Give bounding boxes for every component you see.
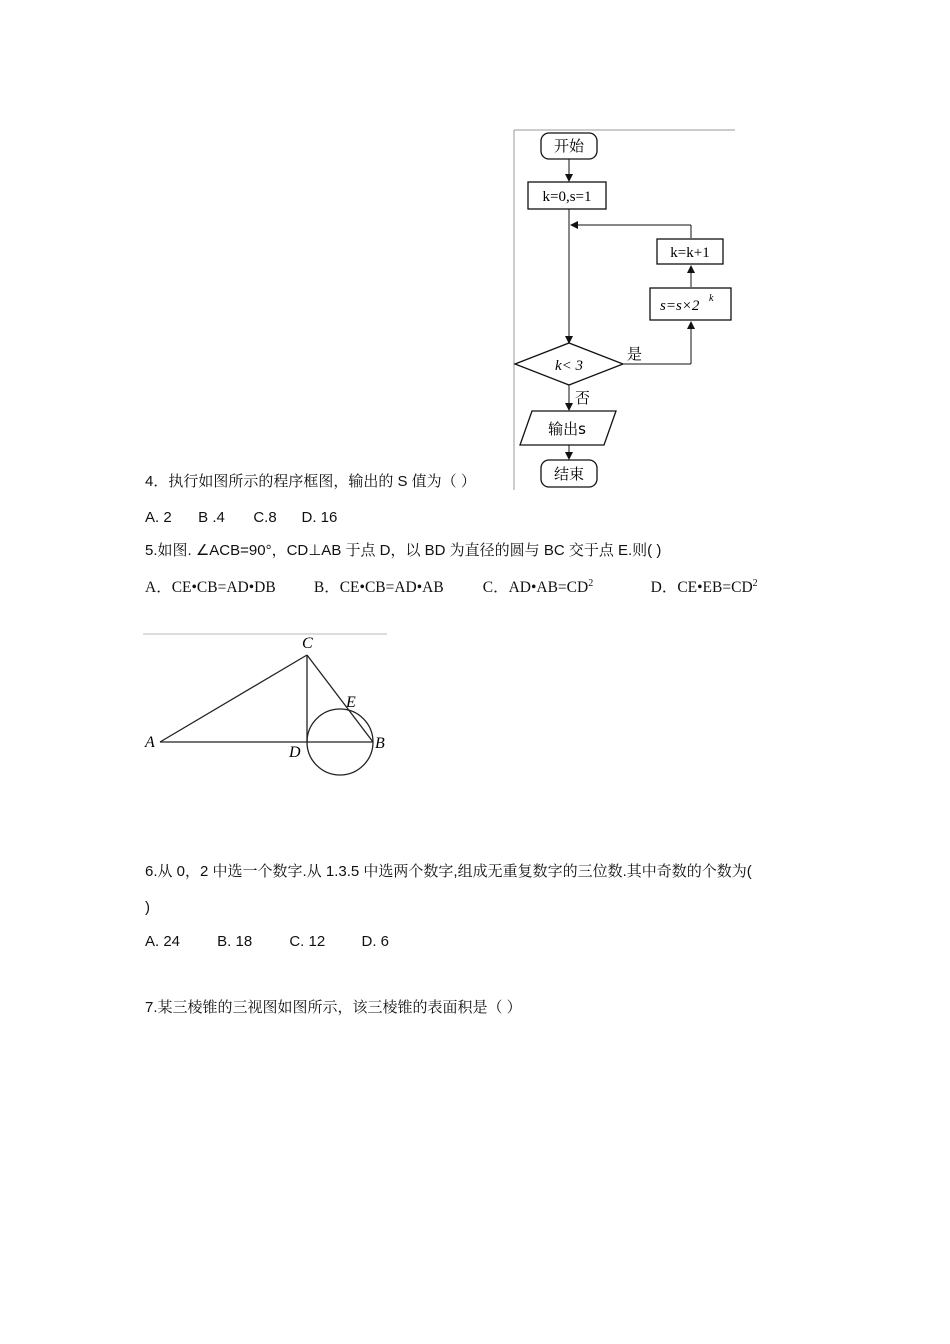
option-b: B. 18: [217, 933, 253, 950]
option-a: A．CE•CB=AD•DB: [145, 579, 276, 596]
end-label: 结束: [553, 465, 585, 483]
geometry-figure: [140, 630, 390, 780]
update-exponent: k: [709, 293, 714, 304]
question-6-options: [145, 932, 389, 952]
option-d: D. 16: [301, 509, 338, 526]
increment-label: k=k+1: [670, 245, 710, 261]
flowchart-figure: [505, 125, 740, 495]
question-6-text: 6.从 0，2 中选一个数字.从 1.3.5 中选两个数字,组成无重复数字的三位数.其中奇数的个数为(: [145, 863, 752, 880]
point-b-label: B: [375, 735, 385, 752]
segment-cb: [307, 655, 373, 742]
option-b: B．CE•CB=AD•AB: [313, 579, 444, 596]
question-5-options: [145, 578, 758, 598]
point-c-label: C: [302, 635, 313, 652]
update-label: s=s×2: [660, 298, 700, 314]
question-6-text-cont: ): [145, 899, 150, 916]
option-a: A. 2: [145, 509, 172, 526]
option-c: C. 12: [289, 933, 326, 950]
point-d-label: D: [289, 744, 301, 761]
point-e-label: E: [346, 694, 356, 711]
start-label: 开始: [553, 137, 585, 155]
segment-ac: [160, 655, 307, 742]
question-7-text: 7.某三棱锥的三视图如图所示，该三棱锥的表面积是（ ）: [145, 999, 522, 1016]
option-b: B .4: [198, 509, 225, 526]
option-c: C.8: [253, 509, 277, 526]
no-label: 否: [575, 389, 591, 407]
yes-label: 是: [627, 345, 643, 363]
question-4-options: [145, 508, 337, 528]
output-label: 输出s: [548, 420, 586, 438]
question-5-text: 5.如图. ∠ACB=90°，CD⊥AB 于点 D，以 BD 为直径的圆与 BC 交于点 E.则( ): [145, 542, 662, 559]
point-a-label: A: [145, 734, 155, 751]
question-4-text: 4．执行如图所示的程序框图，输出的 S 值为（ ）: [145, 473, 476, 490]
option-d: D. 6: [361, 933, 390, 950]
init-label: k=0,s=1: [542, 189, 592, 205]
option-d: D．$CE•EB=CD^2$: [650, 578, 758, 596]
option-a: A. 24: [145, 933, 181, 950]
option-c: C．$AD•AB=CD^2$: [482, 578, 594, 596]
condition-label: k< 3: [554, 358, 584, 374]
